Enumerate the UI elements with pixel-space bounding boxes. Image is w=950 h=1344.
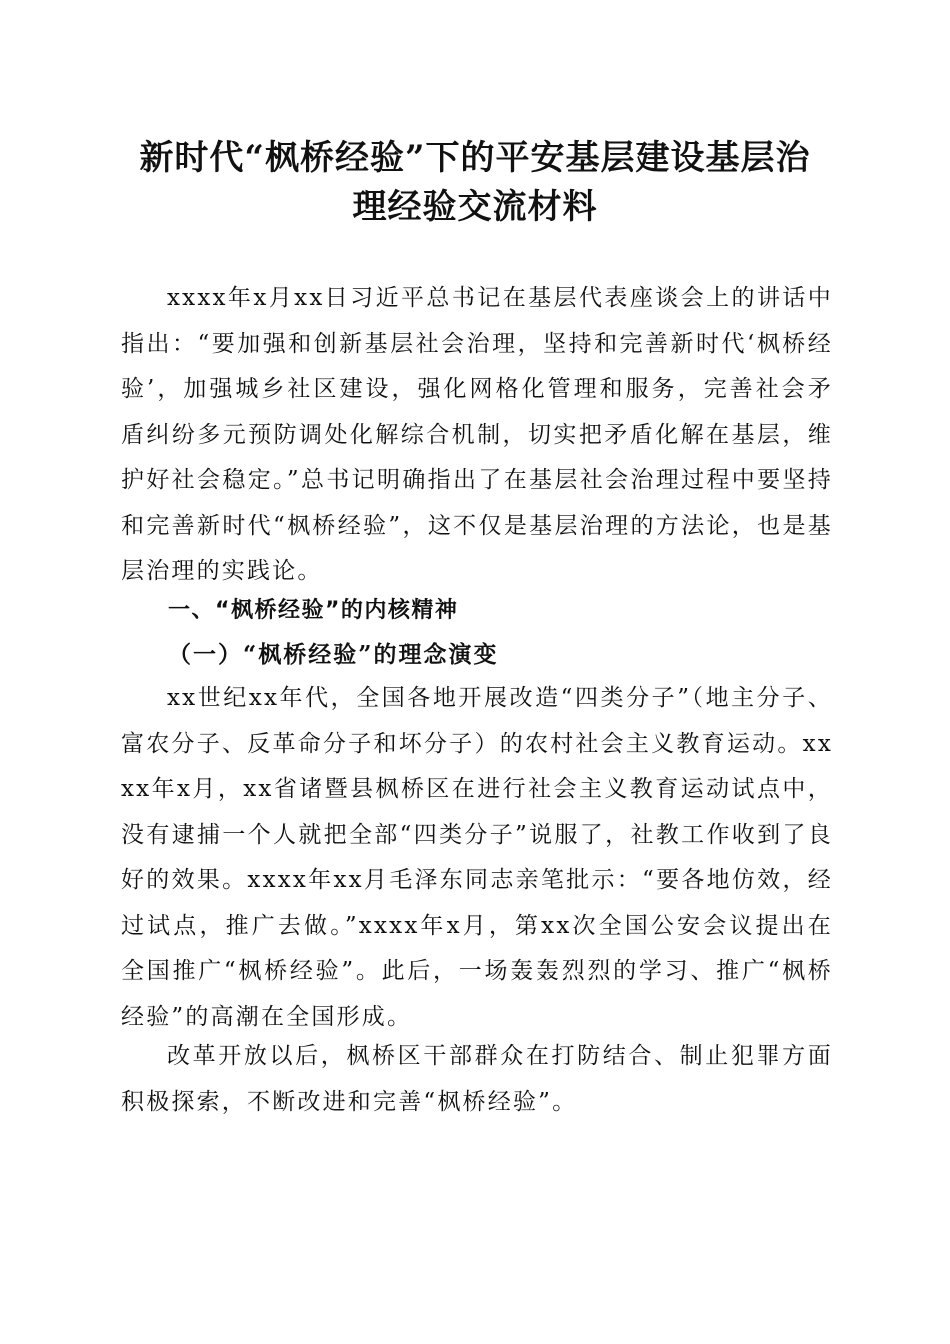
intro-paragraph: xxxx年x月xx日习近平总书记在基层代表座谈会上的讲话中指出：“要加强和创新基层社会治理，坚持和完善新时代‘枫桥经验’，加强城乡社区建设，强化网格化管理和服务，完善社会矛盾纠纷多元预防调处化解综合机制，切实把矛盾化解在基层，维护好社会稳定。”总书记明确指出了在基层社会治理过程中要坚持和完善新时代“枫桥经验”，这不仅是基层治理的方法论，也是基层治理的实践论。 [121, 285, 833, 584]
reform-paragraph: 改革开放以后，枫桥区干部群众在打防结合、制止犯罪方面积极探索，不断改进和完善“枫桥经验”。 [121, 1043, 833, 1115]
section-heading-1: 一、“枫桥经验”的内核精神 [168, 598, 459, 623]
document-title [95, 134, 855, 232]
title-line-2: 理经验交流材料 [352, 187, 598, 227]
subsection-heading-1: （一）“枫桥经验”的理念演变 [168, 641, 499, 668]
title-line-1: 新时代“枫桥经验”下的平安基层建设基层治 [139, 138, 811, 178]
history-paragraph: xx世纪xx年代，全国各地开展改造“四类分子”（地主分子、富农分子、反革命分子和坏分子）的农村社会主义教育运动。xxxx年x月，xx省诸暨县枫桥区在进行社会主义教育运动试点中，没有逮捕一个人就把全部“四类分子”说服了，社教工作收到了良好的效果。xxxx年xx月毛泽东同志亲笔批示：“要各地仿效，经过试点，推广去做。”xxxx年x月，第xx次全国公安会议提出在全国推广“枫桥经验”。此后，一场轰轰烈烈的学习、推广“枫桥经验”的高潮在全国形成。 [121, 685, 833, 1030]
